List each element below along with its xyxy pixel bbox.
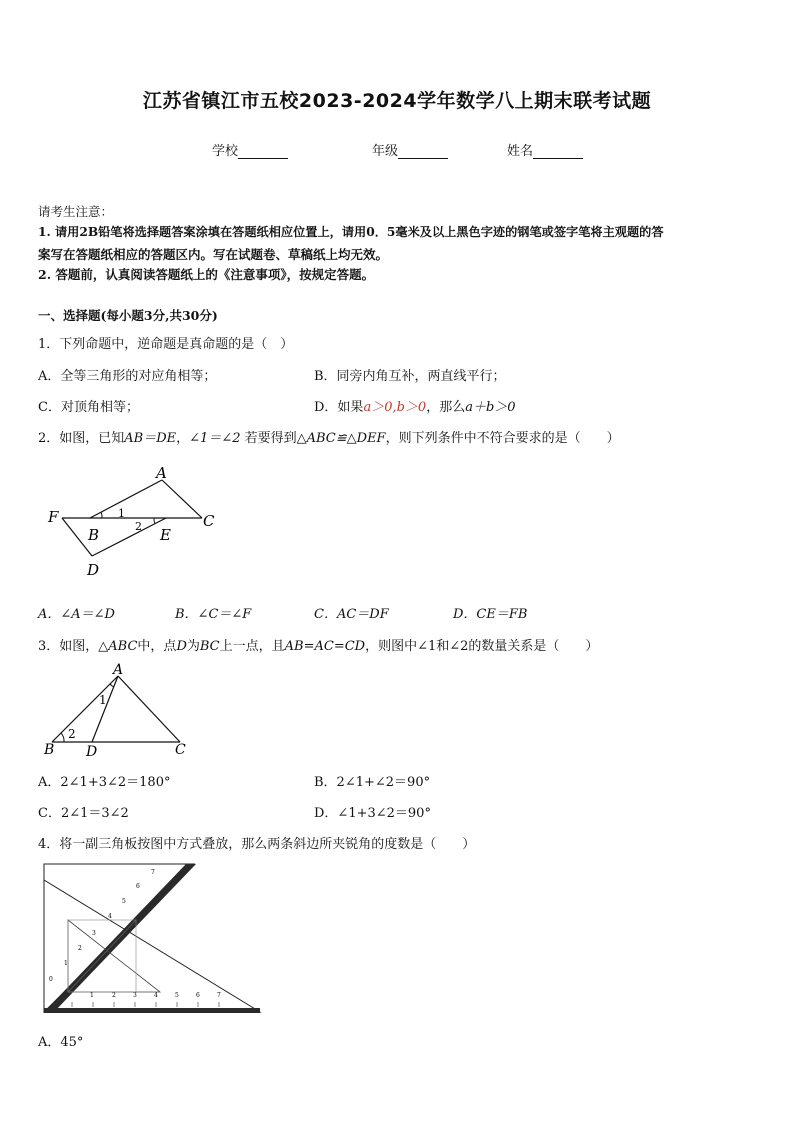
- q3-stem-c: 为: [186, 639, 200, 654]
- q3-stem-f: ，则图中∠1和∠2的数量关系是（ ）: [365, 639, 599, 654]
- q1-option-d[interactable]: [314, 396, 516, 415]
- q4-ruler-band-bottom: [44, 1008, 260, 1013]
- name-blank[interactable]: [533, 146, 583, 159]
- notice-line-2: 案写在答题纸相应的答题区内。写在试题卷、草稿纸上均无效。: [38, 247, 389, 262]
- q2-angle-1-arc: [101, 512, 102, 518]
- q4-tick-b7: 7: [217, 992, 221, 999]
- grade-label: 年级: [372, 144, 399, 159]
- q4-stem: 4．将一副三角板按图中方式叠放，那么两条斜边所夹锐角的度数是（ ）: [38, 837, 476, 852]
- q3-stem-b: 中，点: [137, 639, 177, 654]
- q3-label-a: A: [113, 662, 124, 678]
- q3-stem-tri: △ABC: [98, 639, 138, 654]
- q4-tick-d6: 6: [136, 883, 140, 890]
- grade-field: [372, 140, 448, 159]
- q2-option-c[interactable]: C．AC＝DF: [314, 607, 389, 622]
- q3-stem-d: D: [176, 639, 187, 654]
- q3-label-c: C: [175, 742, 186, 758]
- q2-label-a: A: [156, 464, 167, 482]
- q3-stem: [38, 635, 598, 654]
- q4-tick-b4: 4: [154, 992, 158, 999]
- q1-option-a[interactable]: A．全等三角形的对应角相等；: [38, 369, 217, 384]
- q3-stem-bc: BC: [199, 639, 220, 654]
- name-field: [507, 140, 583, 159]
- q3-label-b: B: [44, 742, 55, 758]
- q2-stem-d: ，则下列条件中不符合要求的是（ ）: [385, 431, 620, 446]
- q2-label-e: E: [160, 526, 171, 544]
- notice-line-3: 2. 答题前，认真阅读答题纸上的《注意事项》，按规定答题。: [38, 267, 375, 282]
- q2-label-c: C: [203, 512, 215, 530]
- q2-option-b[interactable]: B．∠C＝∠F: [175, 607, 252, 622]
- q2-label-d: D: [87, 561, 100, 579]
- q4-ruler-band-diag: [44, 864, 196, 1012]
- q2-label-1: 1: [118, 507, 125, 520]
- q2-stem-eq1: AB＝DE: [124, 431, 177, 446]
- q2-figure: [40, 460, 230, 580]
- q3-option-c[interactable]: C．2∠1＝3∠2: [38, 806, 129, 821]
- q3-line-ac: [118, 676, 180, 742]
- q4-tick-b5: 5: [175, 992, 179, 999]
- q2-line-ac: [162, 480, 202, 518]
- school-field: [212, 140, 288, 159]
- q4-tick-d1: 1: [64, 960, 68, 967]
- q3-stem-a: 3．如图，: [38, 639, 99, 654]
- q3-stem-eq: AB=AC=CD: [284, 639, 366, 654]
- q4-tick-d5: 5: [122, 898, 126, 905]
- q4-tick-d4: 4: [108, 913, 112, 920]
- q4-tick-b6: 6: [196, 992, 200, 999]
- q2-stem-a: 2．如图，已知: [38, 431, 125, 446]
- q2-option-d[interactable]: D．CE＝FB: [453, 607, 528, 622]
- section-heading: 一、选择题(每小题3分,共30分): [38, 308, 218, 323]
- notice-line-1: 1. 请用2B铅笔将选择题答案涂填在答题纸相应位置上，请用0．5毫米及以上黑色字迹的钢笔或签字笔将主观题的答: [38, 225, 664, 239]
- q3-option-b[interactable]: B．2∠1+∠2＝90°: [314, 775, 431, 790]
- q4-inner-diagonal: [68, 920, 136, 992]
- q3-option-d[interactable]: D．∠1+3∠2＝90°: [314, 806, 431, 821]
- q2-angle-2-arc: [154, 518, 155, 524]
- q2-option-a[interactable]: A．∠A＝∠D: [38, 607, 115, 622]
- q1-d-prefix: D．如果: [314, 400, 364, 415]
- name-label: 姓名: [507, 144, 534, 159]
- q3-line-ad: [92, 676, 118, 742]
- q1-d-condition: a＞0,b＞0: [363, 400, 427, 415]
- q2-stem-eq2: ∠1＝∠2: [189, 431, 241, 446]
- q2-label-b: B: [88, 526, 100, 544]
- q3-label-2: 2: [68, 727, 76, 741]
- q2-stem: [38, 427, 620, 446]
- q4-figure: [38, 860, 266, 1018]
- q4-bottom-ticks: [54, 1002, 219, 1007]
- q4-option-a[interactable]: A．45°: [38, 1035, 84, 1050]
- page-title: 江苏省镇江市五校2023-2024学年数学八上期末联考试题: [142, 90, 652, 112]
- q3-line-ba: [52, 676, 118, 742]
- q1-stem: 1．下列命题中，逆命题是真命题的是（ ）: [38, 337, 294, 352]
- q4-tick-b3: 3: [133, 992, 137, 999]
- q2-stem-c: 若要得到: [240, 431, 297, 446]
- q2-stem-b: ，: [176, 431, 190, 446]
- q3-angle-2-arc: [61, 733, 64, 742]
- q4-tick-b1: 1: [90, 992, 94, 999]
- notice-heading: 请考生注意：: [38, 204, 114, 219]
- school-blank[interactable]: [238, 146, 288, 159]
- school-label: 学校: [212, 144, 239, 159]
- q1-d-conclusion: a＋b＞0: [465, 400, 516, 415]
- q2-label-f: F: [48, 508, 59, 526]
- q2-stem-eq3: △ABC≌△DEF: [296, 431, 386, 446]
- q1-option-b[interactable]: B．同旁内角互补，两直线平行；: [314, 369, 506, 384]
- q4-tick-0: 0: [49, 976, 53, 983]
- q3-figure: [40, 662, 200, 762]
- q4-tick-d2: 2: [78, 945, 82, 952]
- q3-stem-e: 上一点，且: [219, 639, 285, 654]
- q1-option-c[interactable]: C．对顶角相等；: [38, 400, 139, 415]
- q3-label-1: 1: [99, 693, 107, 707]
- q3-label-d: D: [86, 744, 98, 760]
- grade-blank[interactable]: [398, 146, 448, 159]
- q3-option-a[interactable]: A．2∠1+3∠2＝180°: [38, 775, 171, 790]
- q1-d-mid: ，那么: [426, 400, 466, 415]
- q3-angle-1-arc: [110, 684, 114, 687]
- q2-label-2: 2: [135, 520, 142, 533]
- q4-tick-b2: 2: [112, 992, 116, 999]
- q4-tick-d3: 3: [92, 930, 96, 937]
- q4-tick-d7: 7: [151, 869, 155, 876]
